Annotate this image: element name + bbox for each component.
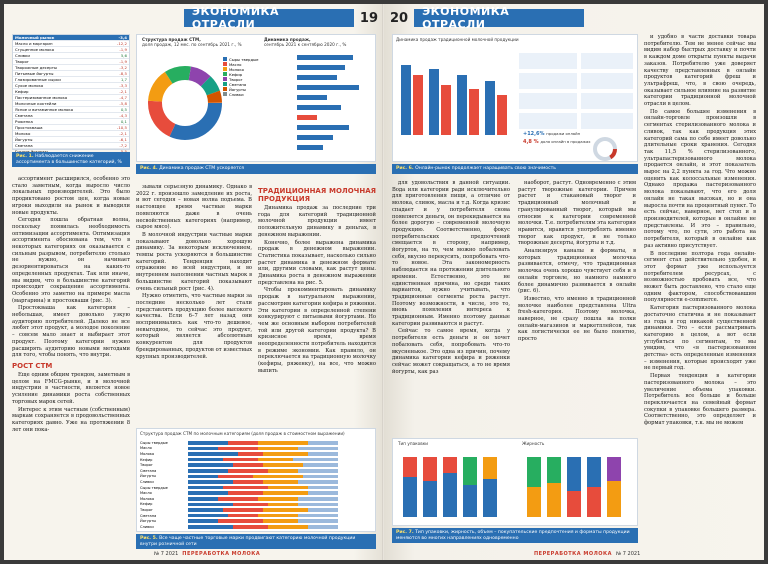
table-cell-value: -2,1 — [108, 131, 129, 137]
right-col1-paragraphs — [392, 180, 510, 375]
fig6-stat-boxes — [519, 53, 633, 129]
fig7-caption-label: Рис. 7. — [396, 530, 414, 535]
fig6-caption-label: Рис. 6. — [396, 166, 414, 171]
fig5-row-label: Сметана — [140, 468, 157, 473]
fig5-segment — [188, 475, 218, 479]
fig1-table — [12, 34, 130, 150]
table-cell-value: -1,9 — [108, 59, 129, 65]
col-8 — [497, 95, 507, 135]
right-text-col-2 — [518, 180, 636, 434]
stat-online-share-value: 4,8 % — [523, 139, 539, 145]
left-text-col-3 — [258, 184, 376, 424]
fig5-segment — [218, 475, 253, 479]
stat-box-1 — [519, 53, 577, 69]
fig5-segment — [188, 469, 228, 473]
paragraph: В молочной индустрии частные марки показывают довольно хорошую динамику. За некоторым исключением, темпы роста ускоряются в большинстве категорий. Тенденция находит отражение во всей индустрии, и во внутреннем наполнении частных марок в большинстве категорий показывают очень сильный рост (рис. 4). — [136, 231, 252, 292]
heading-traditional-dairy: ТРАДИЦИОННАЯ МОЛОЧНАЯ ПРОДУКЦИЯ — [258, 187, 376, 203]
fig6-chart — [392, 34, 638, 162]
table-cell-name: Сметана — [13, 143, 108, 149]
fig5-segment — [268, 469, 298, 473]
fig7-title-right: Жирность — [522, 441, 545, 446]
fig5-segment — [308, 486, 338, 490]
fig5-segment — [188, 519, 218, 523]
legend-label: Сметана — [229, 82, 247, 87]
left-footer-magazine: ПЕРЕРАБОТКА МОЛОКА — [182, 551, 261, 557]
paragraph: Чтобы прокомментировать динамику продаж в натуральном выражении, рассмотрим категории кефира и ряженки. Эти категории в определенной степени конкурируют с питьевыми йогуртами. Но чем же основным выбором потребителей той или другой категории продукта? В кризисное время, время неопределенности потребитель находится в режиме экономии. Как правило, он переключается на традиционную молочку (кефиры, ряженку), на все, что можно выпить — [258, 287, 376, 374]
left-col2-paragraphs — [136, 184, 252, 360]
stack-10b — [607, 457, 621, 481]
fig4-title1: Структура продаж СТМ, — [142, 37, 201, 42]
legend-swatch — [223, 92, 227, 96]
fig5-segment — [188, 480, 233, 484]
stack-6b — [527, 457, 541, 487]
paragraph: По самое большее изменения в онлайн-торговле произошли в сегментах стерилизованного молока и сливок, так как продукция этих категорий сама по себе имеет довольно длительные сроки хранения. Сегодня так 11,5 % стерилизованного, ультрапастеризованного молока продается онлайн, и этот показатель вырос на 2,2 пункта за год. Что можно оценить как колоссальные изменения. Однако продажа пастеризованного молока показывают, что его доля онлайн не такая высокая, но и она выросла почти на процентный пункт. То есть сейчас, наверное, нет стоп и в производителей, которые в онлайне не представлены. И это – правильно, потому что, по сути, это работа на потребителя, который в онлайне как раз активно присутствует. — [644, 108, 756, 249]
fig5-segment — [298, 519, 338, 523]
fig6-caption — [392, 164, 638, 174]
legend-swatch — [223, 57, 227, 61]
left-col3-paragraphs — [258, 205, 376, 375]
stat-box-7 — [581, 93, 633, 109]
fig6-title: Динамика продаж традиционной молочной продукции — [396, 37, 519, 42]
table-header-name: Молочный рынок — [13, 35, 108, 41]
fig5-row-label: Молоко — [140, 451, 155, 456]
fig5-segment — [303, 475, 338, 479]
stack-8b — [567, 457, 581, 491]
fig5-row-label: Сыры твердые — [140, 485, 168, 490]
paragraph: наоборот, растут. Одновременно с этим растут творожные категории. Причем растет и стакановый творог и традиционный молочный и гранулированный творог, который мы относим к категории современной молочки. Т.е. потребителям эта категория нравится, нравится употреблять именно творог как продукт, и не только творожные десерты, йогурты и т.д. — [518, 180, 636, 247]
fig5-bar-rows — [137, 438, 375, 532]
table-cell-value: 1,7 — [108, 77, 129, 83]
stat-box-8 — [581, 113, 633, 129]
table-cell-value: -3,2 — [108, 65, 129, 71]
fig5-row-label: Сливки — [140, 479, 154, 484]
fig5-segment — [238, 452, 263, 456]
stack-9b — [587, 457, 601, 487]
fig5-segment — [298, 469, 338, 473]
fig5-segment — [218, 447, 258, 451]
bar-5 — [297, 95, 327, 100]
legend-label: Творог — [229, 77, 243, 82]
table-cell-name: Глазированные сырки — [13, 77, 108, 83]
left-text-col-2 — [136, 184, 252, 424]
legend-label: Масло — [229, 62, 242, 67]
table-cell-name: Масло и маргарин — [13, 41, 108, 47]
table-cell-name: Питьевые йогурты — [13, 71, 108, 77]
right-col3-paragraphs — [644, 34, 756, 427]
col-5 — [457, 75, 467, 135]
fig4-bars — [297, 55, 359, 150]
table-cell-name: Творожные десерты — [13, 65, 108, 71]
col-3 — [429, 69, 439, 135]
fig5-segment — [233, 463, 263, 467]
bar-9 — [297, 135, 333, 140]
stat-box-6 — [581, 73, 633, 89]
table-cell-value: -12,2 — [108, 41, 129, 47]
fig5-segment — [308, 508, 338, 512]
fig5-segment — [188, 447, 218, 451]
fig5-row-label: Молоко — [140, 496, 155, 501]
right-page-header — [384, 5, 584, 31]
fig5-row-label: Кефир — [140, 502, 153, 507]
right-page-number: 20 — [390, 10, 409, 26]
fig5-row-label: Йогурты — [140, 519, 157, 524]
col-1 — [401, 65, 411, 135]
left-section-title: ЭКОНОМИКА ОТРАСЛИ — [184, 9, 354, 27]
heading-rost-stm: РОСТ СТМ — [12, 361, 53, 370]
legend-label: Сливки — [229, 92, 244, 97]
table-cell-value: 0,1 — [108, 119, 129, 125]
fig7-chart — [392, 438, 638, 526]
paragraph: Первая тенденция в категории пастеризованного молока – это увеличение объема упаковки. Потребитель все больше и больше переключается на семейный формат сокупки в упаковке большего размера. Соответственно, это определяет и формат упаковки, т.к. мы не можем — [644, 373, 756, 427]
fig5-segment — [308, 525, 338, 529]
legend-swatch — [223, 72, 227, 76]
legend-swatch — [223, 87, 227, 91]
fig5-segment — [308, 441, 338, 445]
fig5-segment — [188, 452, 238, 456]
fig5-segment — [263, 508, 308, 512]
legend-swatch — [223, 67, 227, 71]
paragraph: Нужно отметить, что частные марки за последние несколько лет стали представлять продукцию более высокого качества. Если 6–7 лет назад они воспринимались как что-то дешевое, невыгодное, то сейчас это продукт, который является абсолютным конкурентом для продуктов брендированных, продуктов от известных крупных производителей. — [136, 293, 252, 360]
fig5-segment — [298, 480, 338, 484]
fig5-segment — [253, 475, 303, 479]
fig7-title-left: Тип упаковки — [398, 441, 428, 446]
stack-4b — [463, 457, 477, 485]
col-2 — [413, 75, 423, 135]
fig1-data-table — [13, 35, 129, 155]
fig5-segment — [228, 469, 268, 473]
fig4-svg — [137, 35, 377, 163]
table-cell-name: Ясное и витаминное молоко — [13, 107, 108, 113]
col-7 — [485, 81, 495, 135]
table-cell-value: -5,8 — [108, 101, 129, 107]
fig5-row-label: Сливки — [140, 524, 154, 529]
fig1-caption-label: Рис. 1. — [16, 154, 34, 159]
legend-swatch — [223, 77, 227, 81]
fig5-segment — [268, 525, 308, 529]
paragraph: и удобно в части доставки товара потребителю. Тем не менее сейчас мы видим набор быстрых доставку и почти в каждом доме открыты пункты выдачи заказов. Потребителю уже доверяет качеству представленных в онлайн продуктов категорий фреш и ультрафреш, что, в свою очередь, оказывает сильное влияние на развитие категории традиционной молочной отрасли в целом. — [644, 34, 756, 108]
left-footer-issue: № 7 2021 — [154, 551, 179, 557]
paragraph: Интерес к этим частным (собственным) маркам сохраняется в продовольственных категориях давно. Уже на протяжении 8 лет они пока- — [12, 406, 130, 433]
fig5-segment — [258, 458, 293, 462]
fig5-segment — [298, 497, 338, 501]
bar-4 — [297, 85, 359, 90]
paragraph: Конечно, более выражена динамика продаж в денежном выражении. Статистика показывает, насколько сильно растет динамика в денежном формате или, другими словами, как растут цены. Динамика роста в денежном выражении представлена на рис. 5. — [258, 239, 376, 286]
right-footer — [534, 551, 640, 557]
table-cell-name: Ряженка — [13, 119, 108, 125]
table-cell-name: Молоко — [13, 131, 108, 137]
bar-3 — [297, 75, 337, 80]
fig5-caption-text: Все чаще частные торговые марки продвигают категорию молочной продукции внутри розничной сети — [140, 536, 356, 547]
fig5-segment — [263, 452, 308, 456]
fig5-segment — [188, 503, 233, 507]
fig5-segment — [223, 458, 258, 462]
bar-1 — [297, 55, 353, 60]
paragraph: В последние полтора года онлайн-сегмент стал действительно удобен, и этот формат уже используется потребителем ресурсах, с возможностью пробовать все, что может быть доставлено, что стало еще одним фактором, способствовавшим популярности e-commerce. — [644, 250, 756, 304]
stat-online-share — [523, 139, 591, 145]
fig5-chart — [136, 428, 376, 532]
fig4-caption-label: Рис. 4. — [140, 166, 158, 171]
left-text-col-1 — [12, 176, 130, 546]
table-cell-name: Пастеризованное молоко — [13, 95, 108, 101]
paragraph: Сегодня пошла обратная волна, поскольку появилась необходимость оптимизации ассортимента. Оптимизация ассортимента обоснована тем, что в некоторых категориях он оказывается с сильным разрывом, потребителю столько не нужно, он начинает дезориентироваться на каких-то определенных продуктах. Так или иначе, мы видим, что в большинстве категорий происходит сокращение ассортимента. Особенно это заметно на примере масла (маргарина) и простокваши (рис. 3). — [12, 217, 130, 304]
fig5-segment — [218, 497, 258, 501]
stat-box-2 — [519, 73, 577, 89]
stat-online-share-label: доля онлайн в продажах — [540, 139, 591, 144]
fig5-segment — [228, 441, 258, 445]
fig5-segment — [308, 491, 338, 495]
stat-box-5 — [581, 53, 633, 69]
col-4 — [441, 85, 451, 135]
paragraph: Сейчас то самое время, когда у потребителя есть деньги и он хочет побаловать себя, попробовать что-то вкусненькое. Это одна из причин, почему динамика категории кефира и ряженки сейчас может сокращаться, а то не время йогурты, как раз — [392, 328, 510, 375]
bar-8 — [297, 125, 349, 130]
right-text-col-3 — [644, 34, 756, 544]
fig5-title: Структура продаж СТМ по молочным категориям (доля продаж в стоимостном выражении) — [140, 431, 345, 436]
stat-online-growth-label: продажи онлайн — [546, 131, 581, 136]
fig5-segment — [188, 486, 223, 490]
fig7-stacked-left — [403, 457, 497, 517]
fig5-segment — [263, 491, 308, 495]
table-cell-name: Кефир — [13, 89, 108, 95]
left-col1-paragraphs — [12, 176, 130, 359]
stat-box-4 — [519, 113, 577, 129]
fig5-row-label: Кефир — [140, 457, 153, 462]
table-cell-value: -2,1 — [108, 89, 129, 95]
fig5-segment — [233, 525, 268, 529]
table-cell-name: Простокваша — [13, 125, 108, 131]
fig7-caption-text: Тип упаковки, жирность, объем – покупательские предпочтения и форматы продукции меняются во многих направлениях одновременно — [396, 530, 630, 541]
fig5-row-label: Масло — [140, 491, 152, 496]
bar-6 — [297, 105, 341, 110]
left-footer — [154, 551, 260, 557]
legend-label: Йогурты — [229, 87, 247, 92]
fig5-row-label: Сыры твердые — [140, 440, 168, 445]
stack-1b — [403, 457, 417, 477]
fig5-segment — [188, 458, 223, 462]
table-cell-value: -3,3 — [108, 83, 129, 89]
fig5-caption-label: Рис. 5. — [140, 536, 158, 541]
table-cell-name: Сгущенное молоко — [13, 47, 108, 53]
fig5-segment — [263, 519, 298, 523]
fig4-donut — [155, 73, 215, 133]
fig5-segment — [188, 508, 223, 512]
table-header-value: -3,4 — [108, 35, 129, 41]
fig5-segment — [223, 486, 268, 490]
fig5-segment — [268, 503, 298, 507]
paragraph: Еще одним общим трендом, заметным в целом на FMCG-рынке, и в молочной индустрии в частности, является новое усиление динамики роста собственных торговых марок сетей. — [12, 371, 130, 405]
table-cell-value: -6,1 — [108, 137, 129, 143]
fig7-caption — [392, 528, 638, 543]
fig5-row-label: Масло — [140, 446, 152, 451]
fig4-chart — [136, 34, 376, 162]
fig5-segment — [303, 463, 338, 467]
fig5-row-label: Сметана — [140, 513, 157, 518]
legend-label: Кефир — [229, 72, 243, 77]
stack-5b — [483, 457, 497, 479]
left-page-header — [184, 5, 384, 31]
right-col2-paragraphs — [518, 180, 636, 343]
legend-item — [223, 92, 283, 97]
fig5-segment — [298, 503, 338, 507]
fig7-stacked-right — [527, 457, 621, 517]
fig5-segment — [263, 480, 298, 484]
fig6-caption-text: Онлайн-рынок продолжает наращивать свою значимость — [415, 166, 556, 171]
fig4-legend — [223, 57, 283, 97]
fig4-title2b: сентябрь 2021 к сентябрю 2020 г., % — [264, 42, 347, 47]
table-cell-name: Молочные коктейли — [13, 101, 108, 107]
fig1-caption-text: Наблюдается снижение ассортимента в большинстве категорий, % — [16, 154, 122, 165]
bar-2 — [297, 65, 345, 70]
legend-label: Молоко — [229, 67, 244, 72]
fig5-row-label: Творог — [140, 507, 153, 512]
fig5-segment — [298, 447, 338, 451]
stack-3b — [443, 457, 457, 473]
right-section-title: ЭКОНОМИКА ОТРАСЛИ — [414, 9, 584, 27]
fig5-segment — [233, 503, 268, 507]
fig4-title2: Динамика продаж, — [264, 37, 311, 42]
table-cell-name: Йогурты — [13, 137, 108, 143]
legend-swatch — [223, 62, 227, 66]
bar-10 — [297, 145, 323, 150]
table-cell-value: -4,7 — [108, 95, 129, 101]
fig4-caption-text: Динамика продаж СТМ ускоряется — [159, 166, 245, 171]
fig6-gauge — [595, 139, 615, 159]
paragraph: ассортимент расширился, особенно это стало заметным, когда выросло число локальных производителей. Это было продиктовано ростом цен, когда новые игроки выходили на рынок и выводили новые продукты. — [12, 176, 130, 216]
fig5-caption — [136, 534, 376, 549]
fig5-segment — [258, 497, 298, 501]
fig5-segment — [188, 463, 233, 467]
table-cell-value: 0,5 — [108, 107, 129, 113]
stack-7b — [547, 457, 561, 483]
fig5-segment — [188, 525, 233, 529]
fig5-segment — [298, 514, 338, 518]
fig5-segment — [263, 463, 303, 467]
fig6-svg — [393, 45, 639, 163]
table-cell-value: -1,9 — [108, 47, 129, 53]
fig5-row-label: Творог — [140, 463, 153, 468]
fig5-segment — [188, 514, 228, 518]
paragraph: Простокваша как категория – небольшая, имеет довольно узкую аудиторию потребителей. Далеко не все любят этот продукт, а молодое поколение – совсем мало знает и выбирает этот продукт. Поэтому категории нужно расширять аудиторию новыми методами для того, чтобы понять, что внутри. — [12, 305, 130, 359]
col-6 — [469, 89, 479, 135]
paragraph: Известно, что именно в традиционной молочке наиболее представлена Ultra fresh-категория. Поэтому молочка, наверное, не сразу пошла на полки онлайн-магазинов и маркетплейсов, так как логистически ее не было понятно, просто — [518, 295, 636, 343]
table-cell-name: Сметана — [13, 113, 108, 119]
fig5-segment — [258, 514, 298, 518]
left-page-number: 19 — [359, 10, 378, 26]
stat-box-3 — [519, 93, 577, 109]
fig5-segment — [188, 441, 228, 445]
right-footer-magazine: ПЕРЕРАБОТКА МОЛОКА — [534, 551, 612, 557]
legend-swatch — [223, 82, 227, 86]
fig7-svg — [393, 447, 639, 527]
fig5-segment — [293, 458, 338, 462]
paragraph: Категория пастеризованного молока достаточно статична и не показывает из года в год никакой существенной динамики. Это – если рассматривать категорию в целом, а вот если углубиться по сегментам, то мы увидим, что «в пастеризованном детства» есть определенные изменения – изменения, которые происходят уже не первый год. — [644, 305, 756, 372]
fig5-row-label: Йогурты — [140, 474, 157, 479]
right-text-col-1 — [392, 180, 510, 434]
bar-7 — [297, 115, 317, 120]
legend-label: Сыры твердые — [229, 57, 259, 62]
table-cell-value: -4,3 — [108, 113, 129, 119]
table-cell-value: -8,5 — [108, 71, 129, 77]
fig5-segment — [188, 491, 228, 495]
fig5-segment — [233, 480, 263, 484]
right-footer-issue: № 7 2021 — [615, 551, 641, 557]
stat-online-growth-value: +12,6% — [523, 131, 545, 137]
paragraph: Анализируя каналы и форматы, в которых традиционная молочка развивается, отмечу, что традиционная молочка очень хорошо чувствует себя и в онлайн торговле, но намного намного более динамично развивается в онлайн (рис. 6). — [518, 248, 636, 295]
paragraph: Динамика продаж за последние три года для категорий традиционной молочной продукции имеет положительную динамику в деньгах, в денежном выражении. — [258, 205, 376, 238]
paragraph: для удовольствия в данной ситуации. Вода или категории ради исключительно для приготовления пищи, а отличие от молока, сливок, масла и т.д. Когда кризис спадает и у потребителя снова появляется деньги, он перекидывается на более дорогую – современной молочную продукцию. Соответственно, фокус потребительских предпочтений смещается в сторону, например, йогуртов, на то, чем можно побаловать себя, вкусно перекусить, попробовать что-то новое. Эта закономерность наблюдается на протяжении длительного времени. Естественно, это не единственная причина, но среди таких вариантов, нужно учитывать, что традиционные сегменты роста растут. Поэтому возможности, в числе, это то, вновь появления интереса к традиционным. Именно поэтому данные категории развиваются и растут. — [392, 180, 510, 327]
fig5-segment — [188, 497, 218, 501]
fig5-segment — [228, 514, 258, 518]
fig4-title1b: доля продаж, 12 мес. по сентябрь 2021 г., % — [142, 42, 242, 47]
table-cell-name: Сливки — [13, 53, 108, 59]
fig4-caption — [136, 164, 376, 174]
fig6-columns — [401, 65, 507, 135]
left-page — [4, 4, 384, 560]
table-cell-name: Сухое молоко — [13, 83, 108, 89]
fig5-segment — [218, 519, 263, 523]
table-cell-value: -7,2 — [108, 143, 129, 149]
fig5-row — [140, 524, 372, 530]
stat-online-growth — [523, 131, 580, 137]
fig5-segment — [258, 441, 308, 445]
fig5-segment — [268, 486, 308, 490]
table-cell-value: 5,6 — [108, 53, 129, 59]
fig5-segment — [223, 508, 263, 512]
fig5-segment — [228, 491, 263, 495]
fig5-segment — [258, 447, 298, 451]
table-cell-value: -10,5 — [108, 125, 129, 131]
magazine-spread — [4, 4, 764, 560]
left-col1b-paragraphs — [12, 372, 130, 433]
fig5-segment — [308, 452, 338, 456]
right-page — [384, 4, 764, 560]
fig1-caption — [12, 152, 130, 167]
paragraph: зывали серьезную динамику. Однако в 2022 г. произошло замедление их роста, и вот сегодня – новая волна подъема. В настоящее время частные марки появляются даже в очень несвойственных категориях (например, сырое мясо). — [136, 184, 252, 231]
table-cell-name: Творог — [13, 59, 108, 65]
stack-2b — [423, 457, 437, 481]
